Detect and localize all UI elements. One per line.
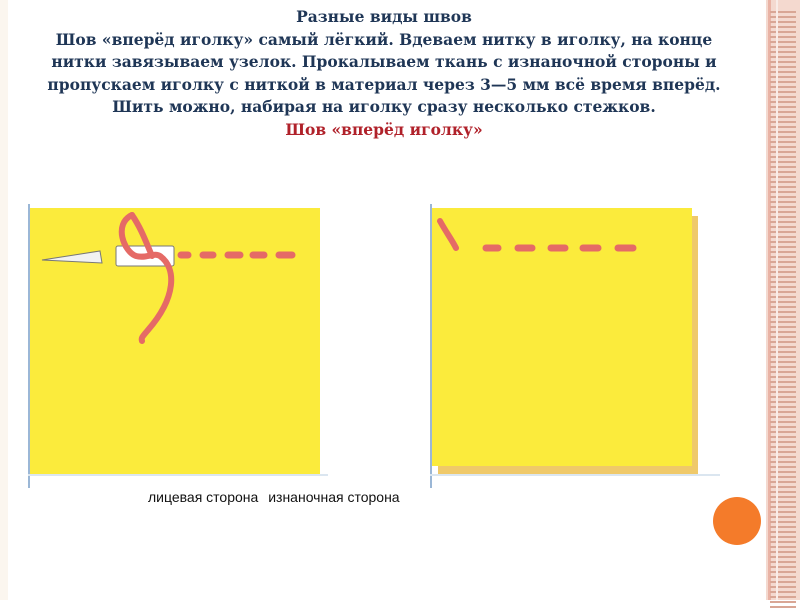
right-decor-strip	[766, 0, 800, 600]
body-line-3: пропускаем иголку с ниткой в материал через 3—5 мм всё время вперёд.	[47, 74, 721, 94]
back-side-panel	[430, 204, 720, 488]
label-front-side: лицевая сторона	[148, 489, 259, 505]
left-border	[0, 0, 8, 600]
body-line-1: Шов «вперёд иголку» самый лёгкий. Вдеваем нитку в иголку, на конце	[55, 29, 713, 49]
front-side-panel	[28, 204, 328, 488]
label-back-side: изнаночная сторона	[268, 489, 400, 505]
body-line-4: Шить можно, набирая на иголку сразу несколько стежков.	[112, 97, 656, 116]
stitch-illustration	[28, 204, 728, 488]
body-line-2: нитки завязываем узелок. Прокалываем ткань с изнаночной стороны и	[51, 52, 717, 71]
slide-title: Разные виды швов	[296, 7, 472, 26]
orange-circle-decor	[713, 497, 761, 545]
decor-dots	[770, 8, 796, 611]
figure-labels	[148, 489, 400, 505]
figure-caption: Шов «вперёд иголку»	[285, 119, 483, 139]
front-fabric	[30, 208, 320, 474]
slide-header	[8, 6, 760, 141]
